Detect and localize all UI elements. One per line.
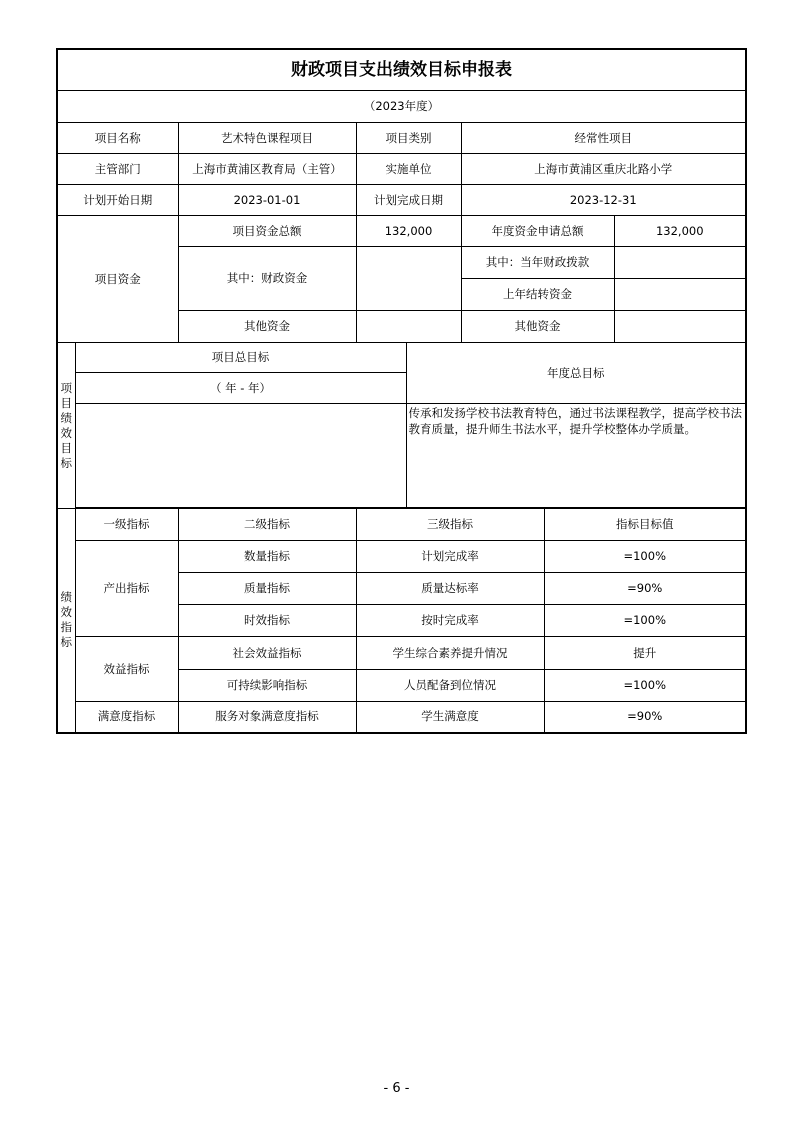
page-number: - 6 - [383, 1081, 410, 1096]
indicator-value: 提升 [544, 637, 746, 670]
satisfaction-indicator-label: 满意度指标 [75, 702, 178, 733]
end-date-label: 计划完成日期 [356, 185, 461, 216]
header-value: 指标目标值 [544, 509, 746, 541]
end-date-value: 2023-12-31 [461, 185, 746, 216]
dept-label: 主管部门 [57, 154, 178, 185]
overall-goal-text [75, 404, 406, 508]
form-title: 财政项目支出绩效目标申报表 [57, 49, 746, 91]
funds-carryover-value [614, 279, 746, 311]
form-year: （2023年度） [57, 91, 746, 123]
funds-annual-label: 年度资金申请总额 [461, 216, 614, 247]
header-first: 一级指标 [75, 509, 178, 541]
indicator-second: 服务对象满意度指标 [178, 702, 356, 733]
funds-annual-value: 132,000 [614, 216, 746, 247]
indicator-value: =100% [544, 605, 746, 637]
indicator-second: 数量指标 [178, 541, 356, 573]
indicator-value: =100% [544, 541, 746, 573]
project-type-value: 经常性项目 [461, 123, 746, 154]
indicator-third: 学生满意度 [356, 702, 544, 733]
form-table [56, 48, 747, 734]
project-type-label: 项目类别 [356, 123, 461, 154]
indicator-third: 学生综合素养提升情况 [356, 637, 544, 670]
funds-fiscal-value [356, 247, 461, 311]
start-date-label: 计划开始日期 [57, 185, 178, 216]
overall-goal-period: （ 年 - 年） [75, 373, 406, 404]
indicator-third: 计划完成率 [356, 541, 544, 573]
indicator-value: =90% [544, 573, 746, 605]
indicators-side-label: 绩效指标 [57, 509, 75, 733]
indicator-value: =100% [544, 670, 746, 702]
funds-fiscal-label: 其中：财政资金 [178, 247, 356, 311]
start-date-value: 2023-01-01 [178, 185, 356, 216]
indicator-second: 可持续影响指标 [178, 670, 356, 702]
project-name-label: 项目名称 [57, 123, 178, 154]
unit-value: 上海市黄浦区重庆北路小学 [461, 154, 746, 185]
benefit-indicator-label: 效益指标 [75, 637, 178, 702]
indicator-third: 质量达标率 [356, 573, 544, 605]
project-name-value: 艺术特色课程项目 [178, 123, 356, 154]
dept-value: 上海市黄浦区教育局（主管） [178, 154, 356, 185]
funds-label: 项目资金 [57, 216, 178, 343]
funds-total-label: 项目资金总额 [178, 216, 356, 247]
header-third: 三级指标 [356, 509, 544, 541]
output-indicator-label: 产出指标 [75, 541, 178, 637]
funds-other-label: 其他资金 [178, 311, 356, 343]
overall-goal-label: 项目总目标 [75, 343, 406, 373]
funds-current-fiscal-value [614, 247, 746, 279]
indicator-second: 社会效益指标 [178, 637, 356, 670]
header-second: 二级指标 [178, 509, 356, 541]
annual-goal-text: 传承和发扬学校书法教育特色，通过书法课程教学，提高学校书法教育质量，提升师生书法水平，提升学校整体办学质量。 [406, 404, 746, 508]
goals-side-label: 项目绩效目标 [57, 343, 75, 509]
funds-total-value: 132,000 [356, 216, 461, 247]
indicator-third: 按时完成率 [356, 605, 544, 637]
funds-current-fiscal-label: 其中：当年财政拨款 [461, 247, 614, 279]
indicator-value: =90% [544, 702, 746, 733]
funds-other2-label: 其他资金 [461, 311, 614, 343]
funds-other2-value [614, 311, 746, 343]
unit-label: 实施单位 [356, 154, 461, 185]
performance-goal-form [56, 48, 745, 734]
indicator-second: 时效指标 [178, 605, 356, 637]
indicator-second: 质量指标 [178, 573, 356, 605]
funds-carryover-label: 上年结转资金 [461, 279, 614, 311]
funds-other-value [356, 311, 461, 343]
indicator-third: 人员配备到位情况 [356, 670, 544, 702]
annual-goal-label: 年度总目标 [406, 343, 746, 404]
